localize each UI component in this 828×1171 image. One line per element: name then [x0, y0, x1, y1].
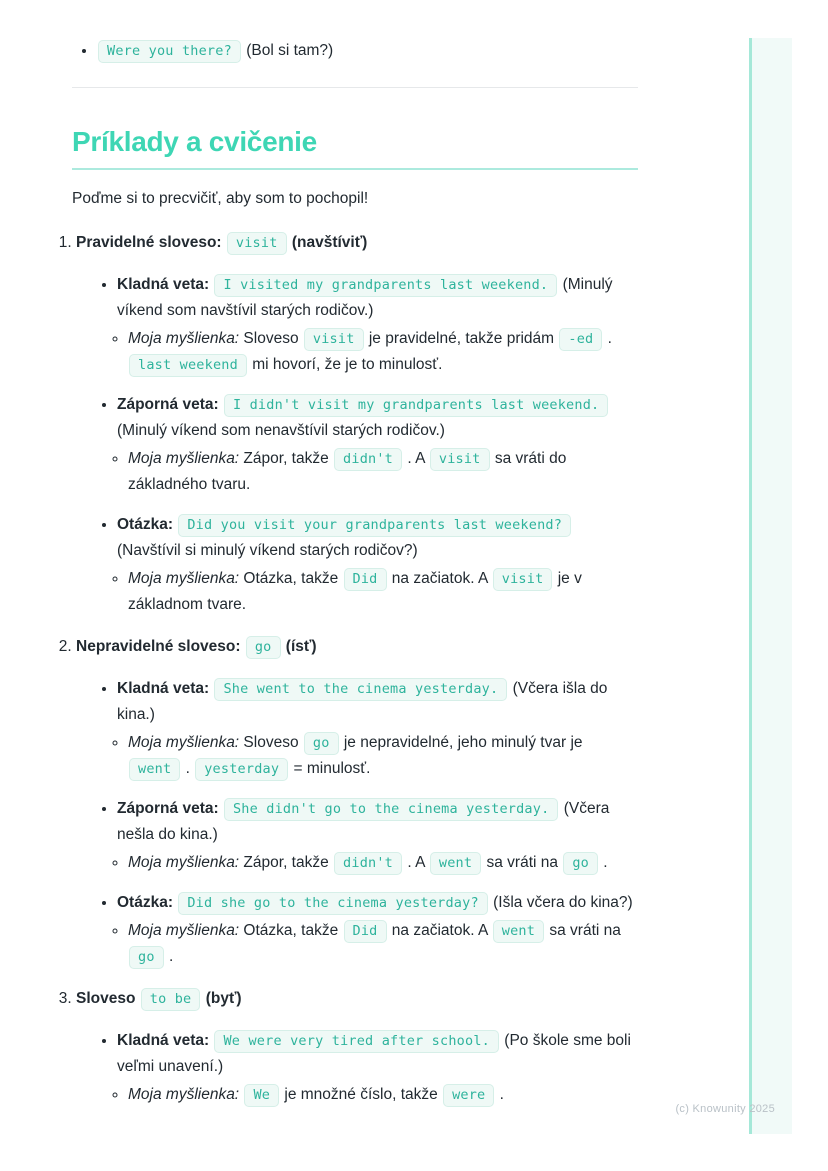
text-segment: Moja myšlienka: [128, 734, 240, 751]
note-item [128, 1082, 638, 1108]
code-chip: to be [141, 988, 201, 1011]
text-segment: Moja myšlienka: [128, 922, 240, 939]
text-segment: Moja myšlienka: [128, 330, 240, 347]
document-content [72, 38, 638, 1124]
text-segment [239, 1086, 243, 1103]
text-segment: Sloveso [76, 990, 140, 1007]
code-chip: We [244, 1084, 279, 1107]
text-segment: sa vráti do základného tvaru. [128, 450, 567, 493]
text-segment: = minulosť. [289, 760, 371, 777]
text-segment: (Minulý víkend som navštívil starých rodičov.) [117, 276, 613, 319]
sentence-line [117, 676, 638, 728]
text-segment: Moja myšlienka: [128, 1086, 240, 1103]
example-item [76, 230, 638, 618]
sentence-line [117, 1028, 638, 1080]
code-chip: Did [344, 920, 387, 943]
page-edge-accent [749, 38, 792, 1134]
sentence-list [76, 676, 638, 970]
sentence-item [117, 512, 638, 618]
note-list [117, 566, 638, 618]
section-heading: Príklady a cvičenie [72, 126, 638, 170]
text-segment: (Navštívil si minulý víkend starých rodičov?) [117, 542, 418, 559]
note-list [117, 1082, 638, 1108]
example-item [76, 986, 638, 1108]
sentence-line [117, 796, 638, 848]
text-segment: . A [403, 854, 429, 871]
code-chip: were [443, 1084, 494, 1107]
code-chip: go [563, 852, 598, 875]
note-item [128, 446, 638, 498]
text-segment: . [164, 948, 174, 965]
text-segment: je pravidelné, takže pridám [364, 330, 559, 347]
text-segment: (ísť) [281, 638, 317, 655]
note-list [117, 850, 638, 876]
list-item [97, 38, 638, 64]
code-chip: Did [344, 568, 387, 591]
text-segment: Otázka: [117, 894, 178, 911]
text-segment: je nepravidelné, jeho minulý tvar je [339, 734, 583, 751]
text-segment: . [181, 760, 195, 777]
item-title [76, 986, 638, 1012]
item-title [76, 634, 638, 660]
bullet-line [97, 42, 333, 59]
sentence-item [117, 676, 638, 782]
text-segment: sa vráti na [545, 922, 621, 939]
text-segment: Zápor, takže [239, 450, 334, 467]
sentence-line [117, 890, 638, 916]
text-segment: Otázka, takže [239, 922, 343, 939]
note-list [117, 730, 638, 782]
text-segment: (Išla včera do kina?) [488, 894, 633, 911]
code-chip: Did you visit your grandparents last weekend? [178, 514, 571, 537]
code-chip: visit [227, 232, 287, 255]
sentence-line [117, 392, 638, 444]
text-segment: Kladná veta: [117, 680, 214, 697]
code-chip: went [493, 920, 544, 943]
sentence-item [117, 392, 638, 498]
text-segment: . [495, 1086, 504, 1103]
sentence-line [117, 512, 638, 564]
code-chip: I didn't visit my grandparents last weekend. [224, 394, 608, 417]
code-chip: I visited my grandparents last weekend. [214, 274, 557, 297]
text-segment: Moja myšlienka: [128, 450, 240, 467]
top-bullet-list [72, 38, 638, 64]
text-segment: na začiatok. A [387, 570, 492, 587]
sentence-list [76, 272, 638, 618]
text-segment: (Po škole sme boli veľmi unavení.) [117, 1032, 631, 1075]
text-segment: . A [403, 450, 429, 467]
text-segment: (Minulý víkend som nenavštívil starých rodičov.) [117, 422, 445, 439]
note-item [128, 850, 638, 876]
intro-text: Poďme si to precvičiť, aby som to pochopil! [72, 190, 369, 207]
text-segment: je v základnom tvare. [128, 570, 582, 613]
text-segment: (byť) [201, 990, 242, 1007]
text-segment: Moja myšlienka: [128, 854, 240, 871]
note-item [128, 566, 638, 618]
code-chip: went [129, 758, 180, 781]
text-segment: mi hovorí, že je to minulosť. [247, 356, 443, 373]
code-chip: visit [493, 568, 553, 591]
code-chip: She didn't go to the cinema yesterday. [224, 798, 558, 821]
sentence-item [117, 272, 638, 378]
code-chip: went [430, 852, 481, 875]
sentence-item [117, 890, 638, 970]
note-list [117, 326, 638, 378]
sentence-item [117, 1028, 638, 1108]
code-chip: go [304, 732, 339, 755]
code-chip: She went to the cinema yesterday. [214, 678, 507, 701]
text-segment: . [598, 854, 608, 871]
text-segment: Moja myšlienka: [128, 570, 240, 587]
code-chip: Did she go to the cinema yesterday? [178, 892, 487, 915]
text-segment: Záporná veta: [117, 396, 223, 413]
text-segment: Otázka, takže [239, 570, 343, 587]
note-list [117, 446, 638, 498]
text-segment: . [603, 330, 612, 347]
code-chip: go [246, 636, 281, 659]
code-chip: go [129, 946, 164, 969]
example-item [76, 634, 638, 970]
text-segment: (Bol si tam?) [241, 42, 334, 59]
text-segment: Nepravidelné sloveso: [76, 638, 245, 655]
text-segment: sa vráti na [482, 854, 563, 871]
text-segment: Kladná veta: [117, 276, 214, 293]
text-segment: (Včera išla do kina.) [117, 680, 608, 723]
text-segment: (navštíviť) [287, 234, 368, 251]
note-item [128, 730, 638, 782]
text-segment: je množné číslo, takže [280, 1086, 443, 1103]
text-segment: (Včera nešla do kina.) [117, 800, 610, 843]
text-segment: Sloveso [239, 330, 303, 347]
text-segment: na začiatok. A [387, 922, 492, 939]
code-chip: didn't [334, 852, 402, 875]
code-chip: visit [430, 448, 490, 471]
code-chip: visit [304, 328, 364, 351]
text-segment: Pravidelné sloveso: [76, 234, 226, 251]
note-item [128, 918, 638, 970]
sentence-item [117, 796, 638, 876]
text-segment: Otázka: [117, 516, 178, 533]
code-chip: didn't [334, 448, 402, 471]
text-segment: Záporná veta: [117, 800, 223, 817]
sentence-line [117, 272, 638, 324]
code-chip: Were you there? [98, 40, 241, 63]
text-segment: Sloveso [239, 734, 303, 751]
text-segment: Zápor, takže [239, 854, 334, 871]
code-chip: last weekend [129, 354, 247, 377]
code-chip: -ed [559, 328, 602, 351]
note-item [128, 326, 638, 378]
sentence-list [76, 1028, 638, 1108]
watermark: (c) Knowunity 2025 [675, 1103, 775, 1115]
code-chip: We were very tired after school. [214, 1030, 499, 1053]
item-title [76, 230, 638, 256]
examples-list [72, 230, 638, 1108]
text-segment: Kladná veta: [117, 1032, 214, 1049]
code-chip: yesterday [195, 758, 288, 781]
note-list [117, 918, 638, 970]
divider [72, 87, 638, 88]
